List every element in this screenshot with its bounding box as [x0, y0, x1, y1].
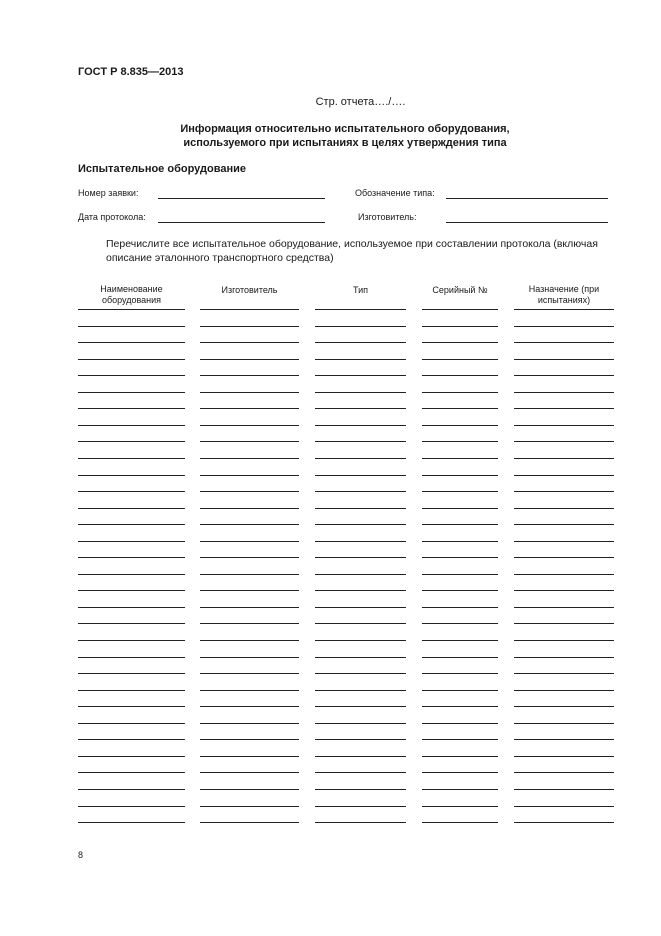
- table-cell-line-serial[interactable]: [422, 690, 498, 691]
- table-cell-line-serial[interactable]: [422, 557, 498, 558]
- table-cell-line-purpose[interactable]: [514, 673, 614, 674]
- table-cell-line-serial[interactable]: [422, 408, 498, 409]
- table-cell-line-name[interactable]: [78, 508, 185, 509]
- table-cell-line-type[interactable]: [315, 756, 406, 757]
- table-cell-line-name[interactable]: [78, 425, 185, 426]
- table-cell-line-manufacturer[interactable]: [200, 640, 299, 641]
- table-cell-line-serial[interactable]: [422, 657, 498, 658]
- table-cell-line-name[interactable]: [78, 739, 185, 740]
- section-title: Испытательное оборудование: [78, 163, 246, 175]
- type-designation-label: Обозначение типа:: [355, 188, 435, 198]
- column-header-type: Тип: [352, 285, 368, 295]
- table-cell-line-type[interactable]: [315, 739, 406, 740]
- table-cell-line-manufacturer[interactable]: [200, 772, 299, 773]
- table-cell-line-purpose[interactable]: [514, 806, 614, 807]
- table-cell-line-type[interactable]: [315, 822, 406, 823]
- table-cell-line-name[interactable]: [78, 557, 185, 558]
- table-cell-line-serial[interactable]: [422, 475, 498, 476]
- table-cell-line-purpose[interactable]: [514, 326, 614, 327]
- table-cell-line-manufacturer[interactable]: [200, 342, 299, 343]
- table-cell-line-serial[interactable]: [422, 309, 498, 310]
- title-line-1: Информация относительно испытательного оборудования,: [180, 123, 510, 135]
- table-cell-line-serial[interactable]: [422, 706, 498, 707]
- table-cell-line-manufacturer[interactable]: [200, 441, 299, 442]
- table-cell-line-purpose[interactable]: [514, 408, 614, 409]
- table-cell-line-type[interactable]: [315, 607, 406, 608]
- table-cell-line-manufacturer[interactable]: [200, 491, 299, 492]
- table-cell-line-type[interactable]: [315, 425, 406, 426]
- table-cell-line-name[interactable]: [78, 309, 185, 310]
- protocol-date-field[interactable]: [158, 222, 325, 223]
- table-cell-line-purpose[interactable]: [514, 640, 614, 641]
- table-cell-line-purpose[interactable]: [514, 706, 614, 707]
- table-cell-line-type[interactable]: [315, 392, 406, 393]
- table-cell-line-type[interactable]: [315, 657, 406, 658]
- table-cell-line-type[interactable]: [315, 673, 406, 674]
- table-cell-line-serial[interactable]: [422, 756, 498, 757]
- page-reference-text: Стр. отчета…./….: [315, 96, 406, 108]
- table-cell-line-name[interactable]: [78, 822, 185, 823]
- table-cell-line-purpose[interactable]: [514, 491, 614, 492]
- table-cell-line-name[interactable]: [78, 458, 185, 459]
- table-cell-line-serial[interactable]: [422, 673, 498, 674]
- manufacturer-label: Изготовитель:: [358, 212, 417, 222]
- table-cell-line-name[interactable]: [78, 491, 185, 492]
- table-cell-line-name[interactable]: [78, 640, 185, 641]
- table-cell-line-purpose[interactable]: [514, 557, 614, 558]
- table-cell-line-name[interactable]: [78, 690, 185, 691]
- table-cell-line-name[interactable]: [78, 806, 185, 807]
- table-cell-line-type[interactable]: [315, 408, 406, 409]
- table-cell-line-purpose[interactable]: [514, 508, 614, 509]
- document-title: [0, 122, 661, 150]
- table-cell-line-name[interactable]: [78, 475, 185, 476]
- table-cell-line-purpose[interactable]: [514, 772, 614, 773]
- table-cell-line-manufacturer[interactable]: [200, 657, 299, 658]
- page-number: 8: [78, 850, 84, 860]
- table-cell-line-name[interactable]: [78, 772, 185, 773]
- table-cell-line-type[interactable]: [315, 342, 406, 343]
- table-cell-line-manufacturer[interactable]: [200, 822, 299, 823]
- table-cell-line-purpose[interactable]: [514, 756, 614, 757]
- table-cell-line-manufacturer[interactable]: [200, 806, 299, 807]
- table-cell-line-name[interactable]: [78, 375, 185, 376]
- table-cell-line-type[interactable]: [315, 806, 406, 807]
- table-cell-line-name[interactable]: [78, 756, 185, 757]
- table-cell-line-type[interactable]: [315, 723, 406, 724]
- manufacturer-field[interactable]: [446, 222, 608, 223]
- table-cell-line-serial[interactable]: [422, 640, 498, 641]
- table-cell-line-manufacturer[interactable]: [200, 723, 299, 724]
- table-cell-line-manufacturer[interactable]: [200, 508, 299, 509]
- table-cell-line-serial[interactable]: [422, 425, 498, 426]
- column-header-serial: Серийный №: [432, 285, 488, 295]
- table-cell-line-type[interactable]: [315, 706, 406, 707]
- table-cell-line-serial[interactable]: [422, 359, 498, 360]
- table-cell-line-serial[interactable]: [422, 723, 498, 724]
- standard-number: ГОСТ Р 8.835—2013: [78, 66, 184, 78]
- table-cell-line-name[interactable]: [78, 326, 185, 327]
- table-cell-line-purpose[interactable]: [514, 739, 614, 740]
- table-cell-line-purpose[interactable]: [514, 690, 614, 691]
- table-cell-line-name[interactable]: [78, 706, 185, 707]
- table-cell-line-type[interactable]: [315, 590, 406, 591]
- table-cell-line-type[interactable]: [315, 690, 406, 691]
- title-line-2: используемого при испытаниях в целях утверждения типа: [183, 137, 507, 149]
- table-cell-line-purpose[interactable]: [514, 458, 614, 459]
- table-cell-line-manufacturer[interactable]: [200, 408, 299, 409]
- table-cell-line-purpose[interactable]: [514, 359, 614, 360]
- table-cell-line-type[interactable]: [315, 309, 406, 310]
- table-cell-line-manufacturer[interactable]: [200, 756, 299, 757]
- table-cell-line-serial[interactable]: [422, 822, 498, 823]
- table-cell-line-type[interactable]: [315, 326, 406, 327]
- table-cell-line-manufacturer[interactable]: [200, 623, 299, 624]
- table-cell-line-type[interactable]: [315, 441, 406, 442]
- table-cell-line-type[interactable]: [315, 508, 406, 509]
- table-cell-line-purpose[interactable]: [514, 607, 614, 608]
- table-cell-line-serial[interactable]: [422, 789, 498, 790]
- table-cell-line-serial[interactable]: [422, 342, 498, 343]
- table-cell-line-serial[interactable]: [422, 541, 498, 542]
- table-cell-line-type[interactable]: [315, 623, 406, 624]
- page-reference: [0, 96, 661, 108]
- table-cell-line-name[interactable]: [78, 673, 185, 674]
- table-cell-line-manufacturer[interactable]: [200, 375, 299, 376]
- table-cell-line-name[interactable]: [78, 623, 185, 624]
- table-cell-line-purpose[interactable]: [514, 425, 614, 426]
- table-cell-line-serial[interactable]: [422, 508, 498, 509]
- table-cell-line-purpose[interactable]: [514, 723, 614, 724]
- table-cell-line-type[interactable]: [315, 789, 406, 790]
- table-cell-line-serial[interactable]: [422, 375, 498, 376]
- table-cell-line-name[interactable]: [78, 590, 185, 591]
- table-cell-line-type[interactable]: [315, 458, 406, 459]
- table-cell-line-name[interactable]: [78, 657, 185, 658]
- table-cell-line-serial[interactable]: [422, 524, 498, 525]
- table-cell-line-purpose[interactable]: [514, 590, 614, 591]
- table-cell-line-serial[interactable]: [422, 574, 498, 575]
- table-cell-line-purpose[interactable]: [514, 441, 614, 442]
- table-cell-line-purpose[interactable]: [514, 541, 614, 542]
- table-cell-line-name[interactable]: [78, 789, 185, 790]
- table-cell-line-purpose[interactable]: [514, 822, 614, 823]
- table-cell-line-purpose[interactable]: [514, 309, 614, 310]
- table-cell-line-serial[interactable]: [422, 806, 498, 807]
- table-cell-line-type[interactable]: [315, 524, 406, 525]
- table-cell-line-name[interactable]: [78, 723, 185, 724]
- table-cell-line-type[interactable]: [315, 475, 406, 476]
- table-cell-line-type[interactable]: [315, 375, 406, 376]
- table-cell-line-purpose[interactable]: [514, 475, 614, 476]
- table-cell-line-manufacturer[interactable]: [200, 789, 299, 790]
- table-cell-line-serial[interactable]: [422, 392, 498, 393]
- table-cell-line-purpose[interactable]: [514, 657, 614, 658]
- table-cell-line-manufacturer[interactable]: [200, 326, 299, 327]
- table-cell-line-type[interactable]: [315, 541, 406, 542]
- table-cell-line-type[interactable]: [315, 359, 406, 360]
- table-cell-line-purpose[interactable]: [514, 392, 614, 393]
- table-cell-line-name[interactable]: [78, 441, 185, 442]
- table-cell-line-name[interactable]: [78, 607, 185, 608]
- table-cell-line-manufacturer[interactable]: [200, 541, 299, 542]
- table-cell-line-manufacturer[interactable]: [200, 458, 299, 459]
- table-cell-line-serial[interactable]: [422, 458, 498, 459]
- table-cell-line-name[interactable]: [78, 541, 185, 542]
- column-header-purpose: Назначение (при испытаниях): [528, 284, 600, 305]
- column-header-name: Наименование оборудования: [100, 284, 163, 305]
- table-cell-line-serial[interactable]: [422, 326, 498, 327]
- instructions-text: Перечислите все испытательное оборудование, используемое при составлении протокола (включая описание эталонного транспортного средства): [106, 238, 598, 264]
- application-number-label: Номер заявки:: [78, 188, 139, 198]
- table-cell-line-purpose[interactable]: [514, 524, 614, 525]
- table-cell-line-purpose[interactable]: [514, 342, 614, 343]
- table-cell-line-serial[interactable]: [422, 623, 498, 624]
- table-cell-line-serial[interactable]: [422, 607, 498, 608]
- protocol-date-label: Дата протокола:: [78, 212, 146, 222]
- table-cell-line-purpose[interactable]: [514, 623, 614, 624]
- table-cell-line-serial[interactable]: [422, 739, 498, 740]
- table-cell-line-manufacturer[interactable]: [200, 359, 299, 360]
- table-cell-line-name[interactable]: [78, 342, 185, 343]
- table-cell-line-manufacturer[interactable]: [200, 590, 299, 591]
- table-cell-line-manufacturer[interactable]: [200, 557, 299, 558]
- table-cell-line-manufacturer[interactable]: [200, 574, 299, 575]
- application-number-field[interactable]: [158, 198, 325, 199]
- table-cell-line-manufacturer[interactable]: [200, 690, 299, 691]
- table-cell-line-name[interactable]: [78, 359, 185, 360]
- table-cell-line-manufacturer[interactable]: [200, 392, 299, 393]
- table-cell-line-type[interactable]: [315, 557, 406, 558]
- table-cell-line-manufacturer[interactable]: [200, 739, 299, 740]
- table-cell-line-manufacturer[interactable]: [200, 673, 299, 674]
- table-cell-line-manufacturer[interactable]: [200, 425, 299, 426]
- table-cell-line-manufacturer[interactable]: [200, 706, 299, 707]
- table-cell-line-serial[interactable]: [422, 441, 498, 442]
- table-cell-line-type[interactable]: [315, 491, 406, 492]
- table-cell-line-purpose[interactable]: [514, 574, 614, 575]
- table-cell-line-manufacturer[interactable]: [200, 309, 299, 310]
- table-cell-line-type[interactable]: [315, 574, 406, 575]
- table-cell-line-serial[interactable]: [422, 590, 498, 591]
- type-designation-field[interactable]: [446, 198, 608, 199]
- table-cell-line-purpose[interactable]: [514, 789, 614, 790]
- table-cell-line-serial[interactable]: [422, 491, 498, 492]
- table-cell-line-manufacturer[interactable]: [200, 607, 299, 608]
- table-cell-line-manufacturer[interactable]: [200, 475, 299, 476]
- table-cell-line-type[interactable]: [315, 640, 406, 641]
- column-header-manufacturer: Изготовитель: [221, 285, 278, 295]
- table-cell-line-serial[interactable]: [422, 772, 498, 773]
- table-cell-line-name[interactable]: [78, 524, 185, 525]
- table-cell-line-purpose[interactable]: [514, 375, 614, 376]
- table-cell-line-manufacturer[interactable]: [200, 524, 299, 525]
- table-cell-line-type[interactable]: [315, 772, 406, 773]
- table-cell-line-name[interactable]: [78, 574, 185, 575]
- table-cell-line-name[interactable]: [78, 408, 185, 409]
- table-cell-line-name[interactable]: [78, 392, 185, 393]
